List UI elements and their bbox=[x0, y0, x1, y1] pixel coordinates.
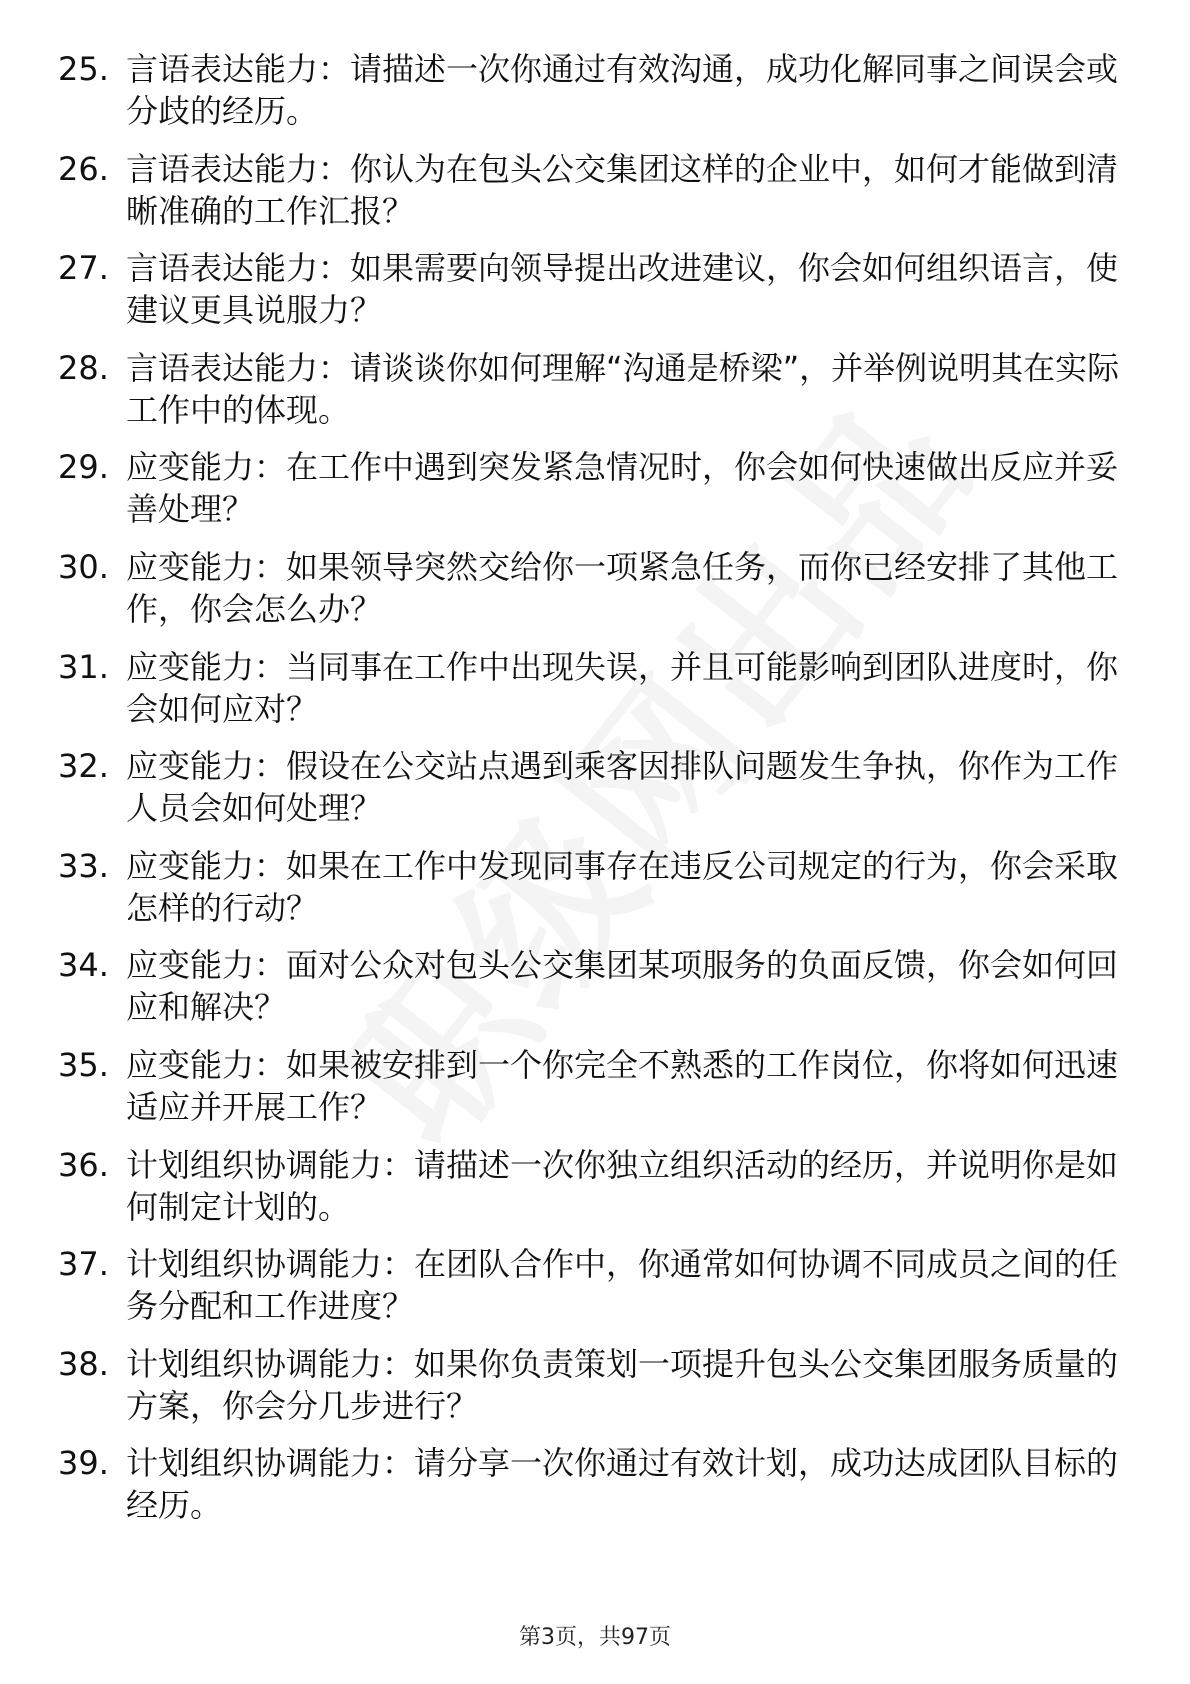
question-item-26 bbox=[58, 148, 1130, 232]
question-text: 应变能力：面对公众对包头公交集团某项服务的负面反馈，你会如何回应和解决？ bbox=[126, 946, 1119, 1027]
question-number: 39. bbox=[58, 1444, 109, 1483]
question-number: 25. bbox=[58, 50, 109, 88]
question-text: 言语表达能力：请谈谈你如何理解“沟通是桥梁”，并举例说明其在实际工作中的体现。 bbox=[126, 348, 1120, 429]
question-item-27 bbox=[58, 247, 1130, 331]
question-number: 30. bbox=[58, 547, 109, 586]
question-text: 计划组织协调能力：在团队合作中，你通常如何协调不同成员之间的任务分配和工作进度？ bbox=[126, 1245, 1119, 1326]
question-item-28 bbox=[58, 347, 1130, 431]
question-text: 言语表达能力：如果需要向领导提出改进建议，你会如何组织语言，使建议更具说服力？ bbox=[126, 249, 1119, 330]
question-number: 36. bbox=[58, 1145, 109, 1184]
question-item-38 bbox=[58, 1343, 1130, 1427]
question-number: 29. bbox=[58, 448, 109, 487]
question-number: 26. bbox=[58, 149, 109, 188]
question-item-35 bbox=[58, 1044, 1130, 1128]
question-item-34 bbox=[58, 944, 1130, 1028]
question-text: 应变能力：如果领导突然交给你一项紧急任务，而你已经安排了其他工作，你会怎么办？ bbox=[126, 547, 1119, 628]
question-text: 计划组织协调能力：请描述一次你独立组织活动的经历，并说明你是如何制定计划的。 bbox=[126, 1145, 1119, 1226]
question-number: 27. bbox=[58, 249, 109, 288]
question-item-29 bbox=[58, 446, 1130, 530]
question-item-33 bbox=[58, 845, 1130, 929]
question-number: 28. bbox=[58, 348, 109, 387]
question-item-32 bbox=[58, 745, 1130, 829]
question-text: 应变能力：当同事在工作中出现失误，并且可能影响到团队进度时，你会如何应对？ bbox=[126, 647, 1119, 728]
question-text: 应变能力：假设在公交站点遇到乘客因排队问题发生争执，你作为工作人员会如何处理？ bbox=[126, 747, 1119, 828]
question-number: 37. bbox=[58, 1245, 109, 1284]
question-item-31 bbox=[58, 646, 1130, 730]
question-text: 应变能力：在工作中遇到突发紧急情况时，你会如何快速做出反应并妥善处理？ bbox=[126, 448, 1119, 529]
question-number: 34. bbox=[58, 946, 109, 985]
question-item-25 bbox=[58, 48, 1130, 132]
question-text: 应变能力：如果在工作中发现同事存在违反公司规定的行为，你会采取怎样的行动？ bbox=[126, 846, 1119, 927]
question-item-37 bbox=[58, 1243, 1130, 1327]
question-text: 计划组织协调能力：请分享一次你通过有效计划，成功达成团队目标的经历。 bbox=[126, 1444, 1119, 1525]
question-item-36 bbox=[58, 1144, 1130, 1228]
question-number: 33. bbox=[58, 846, 109, 885]
question-number: 35. bbox=[58, 1045, 109, 1084]
question-text: 言语表达能力：你认为在包头公交集团这样的企业中，如何才能做到清晰准确的工作汇报？ bbox=[126, 149, 1119, 230]
question-number: 32. bbox=[58, 747, 109, 786]
question-number: 38. bbox=[58, 1344, 109, 1383]
question-item-30 bbox=[58, 546, 1130, 630]
question-text: 计划组织协调能力：如果你负责策划一项提升包头公交集团服务质量的方案，你会分几步进行？ bbox=[126, 1344, 1119, 1425]
question-text: 应变能力：如果被安排到一个你完全不熟悉的工作岗位，你将如何迅速适应并开展工作？ bbox=[126, 1045, 1119, 1126]
page-footer: 第3页，共97页 bbox=[519, 1625, 671, 1650]
question-text: 言语表达能力：请描述一次你通过有效沟通，成功化解同事之间误会或分歧的经历。 bbox=[126, 50, 1119, 130]
question-number: 31. bbox=[58, 647, 109, 686]
question-list bbox=[58, 48, 1130, 1542]
question-item-39 bbox=[58, 1442, 1130, 1526]
